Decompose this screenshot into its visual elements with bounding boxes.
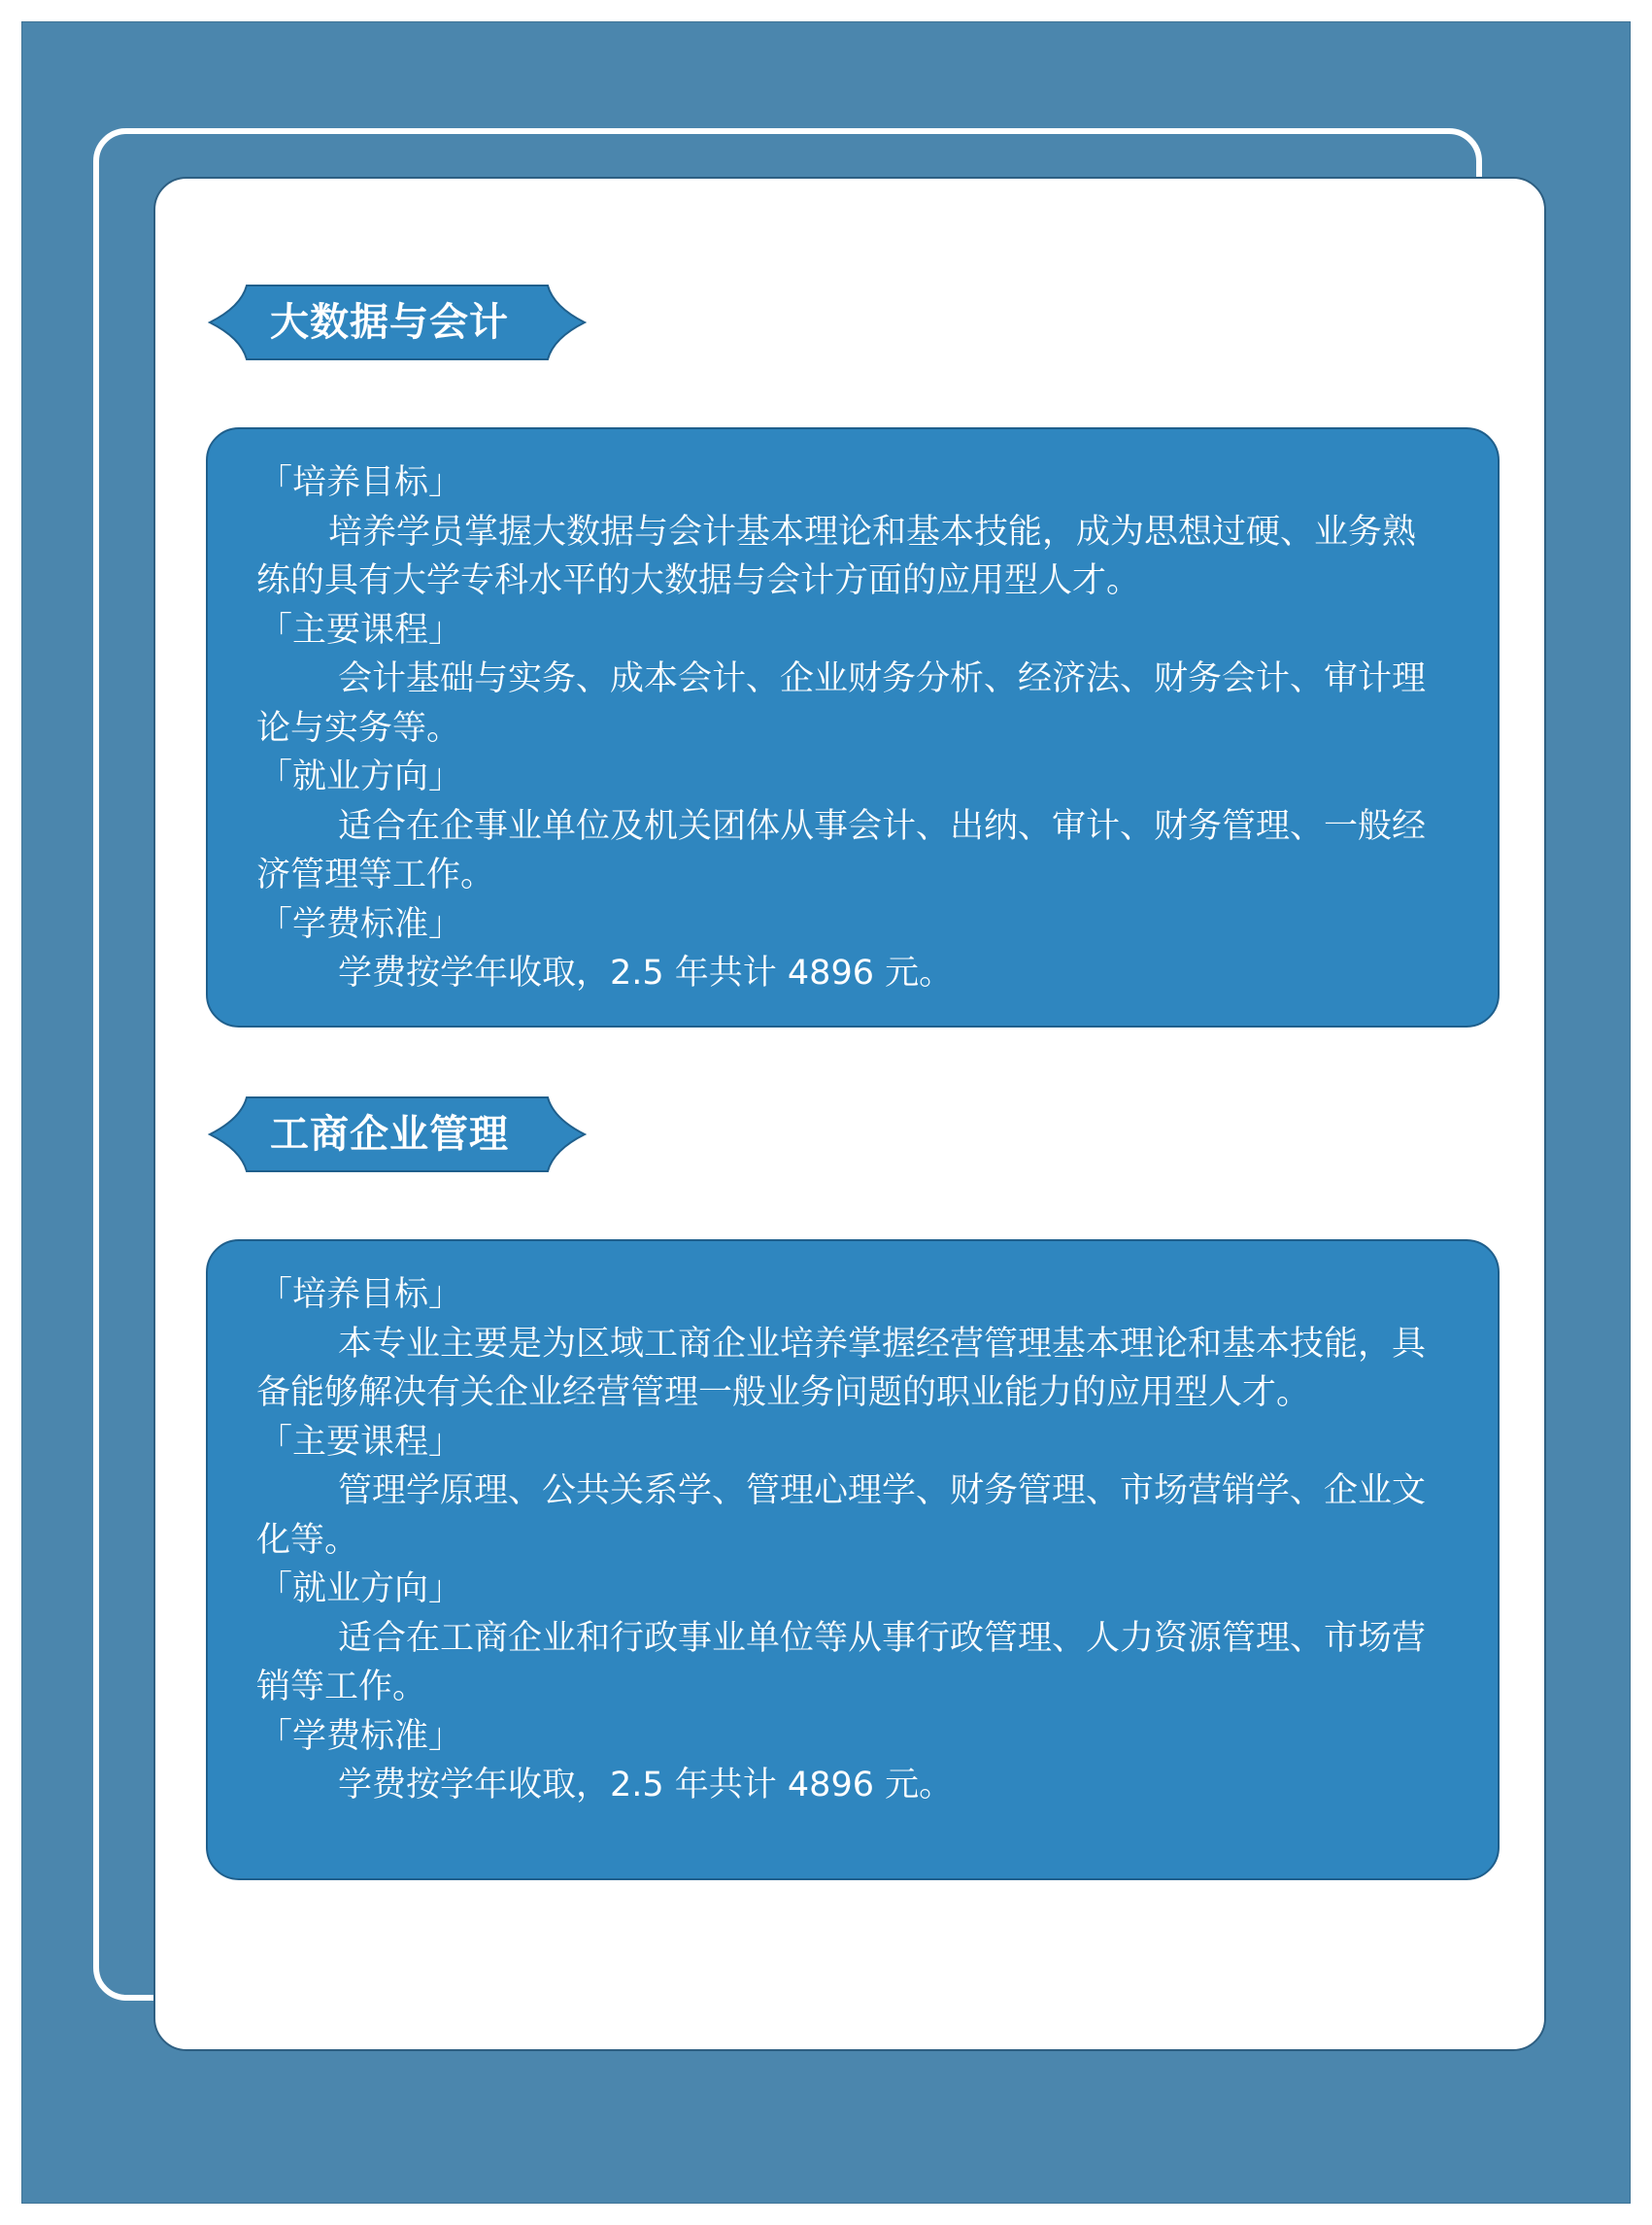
career-text: 适合在企事业单位及机关团体从事会计、出纳、审计、财务管理、一般经济管理等工作。 bbox=[256, 806, 1427, 894]
tuition-text: 学费按学年收取，2.5 年共计 4896 元。 bbox=[338, 1766, 954, 1804]
training-goal-heading: 「培养目标」 bbox=[258, 463, 463, 502]
courses-heading: 「主要课程」 bbox=[258, 1422, 463, 1462]
career-heading: 「就业方向」 bbox=[258, 758, 463, 796]
section-title: 工商企业管理 bbox=[270, 1112, 509, 1157]
tuition-heading: 「学费标准」 bbox=[258, 904, 463, 944]
courses-heading: 「主要课程」 bbox=[258, 610, 463, 650]
tuition-heading: 「学费标准」 bbox=[258, 1716, 463, 1756]
courses-text: 会计基础与实务、成本会计、企业财务分析、经济法、财务会计、审计理论与实务等。 bbox=[256, 659, 1427, 748]
tuition-text: 学费按学年收取，2.5 年共计 4896 元。 bbox=[338, 954, 954, 993]
training-goal-text: 本专业主要是为区域工商企业培养掌握经营管理基本理论和基本技能，具备能够解决有关企业经营管理一般业务问题的职业能力的应用型人才。 bbox=[256, 1324, 1427, 1412]
section-title: 大数据与会计 bbox=[270, 300, 509, 345]
info-box-2 bbox=[206, 1239, 1500, 1880]
training-goal-heading: 「培养目标」 bbox=[258, 1275, 463, 1314]
training-goal-text: 培养学员掌握大数据与会计基本理论和基本技能，成为思想过硬、业务熟练的具有大学专科水平的大数据与会计方面的应用型人才。 bbox=[256, 512, 1417, 600]
career-text: 适合在工商企业和行政事业单位等从事行政管理、人力资源管理、市场营销等工作。 bbox=[256, 1618, 1427, 1706]
career-heading: 「就业方向」 bbox=[258, 1569, 463, 1608]
section-banner-2 bbox=[208, 1096, 587, 1173]
info-box-1 bbox=[206, 427, 1500, 1028]
courses-text: 管理学原理、公共关系学、管理心理学、财务管理、市场营销学、企业文化等。 bbox=[256, 1471, 1427, 1560]
section-banner-1 bbox=[208, 284, 587, 361]
